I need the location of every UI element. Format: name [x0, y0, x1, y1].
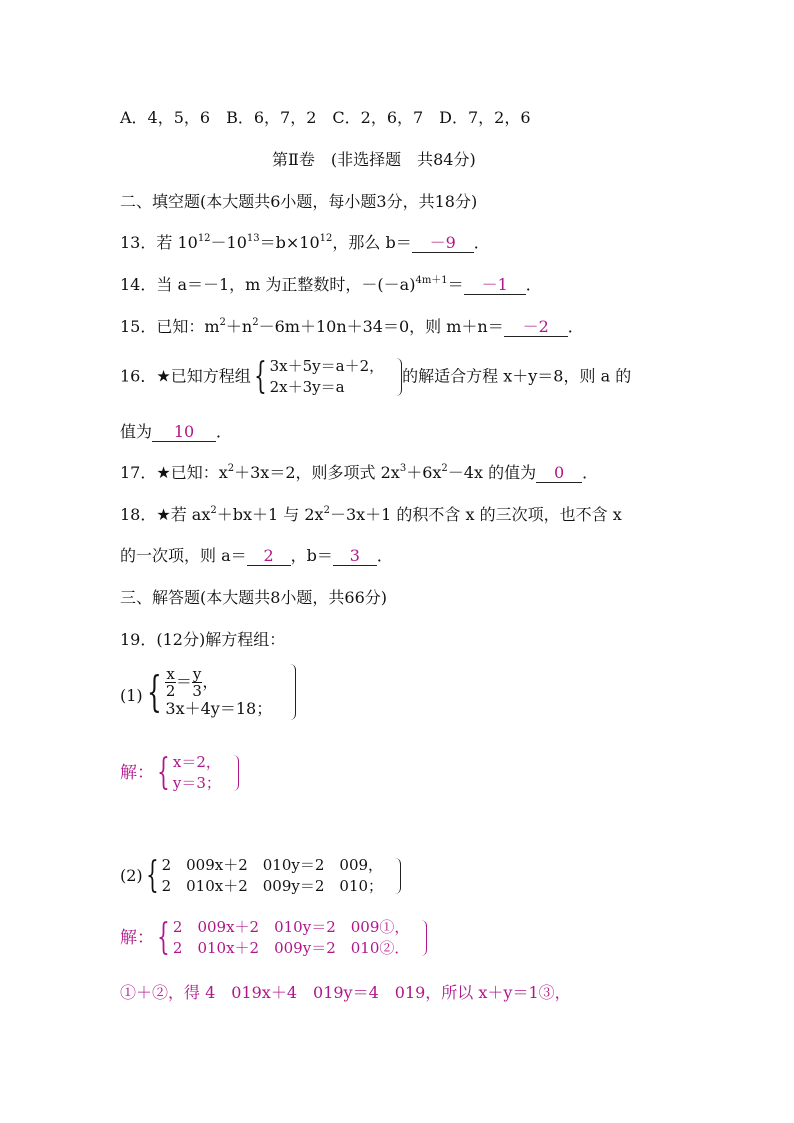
left-brace: { — [146, 667, 162, 716]
fraction: $\frac{x}{2}$ — [165, 664, 176, 700]
right-paren — [421, 920, 427, 956]
solve-heading: 三、解答题(本大题共8小题，共66分) — [120, 588, 388, 607]
star-icon: ★ — [156, 505, 171, 524]
answer-value: －9 — [429, 233, 456, 252]
star-icon: ★ — [156, 463, 171, 482]
answer-value: 2 — [263, 546, 274, 565]
answer-value: －2 — [522, 317, 549, 336]
left-brace: { — [145, 855, 159, 896]
answer-blank — [412, 234, 474, 253]
question-15: 15．已知：$m^2+n^2-6m+10n+34=0$，则 m＋n＝ －2 ． — [120, 317, 584, 336]
question-14: 14．当 a＝－1，m 为正整数时，$-(-a)^{4m+1}= -1$ ． — [120, 275, 542, 294]
answer-blank — [536, 464, 582, 483]
answer-value: 3 — [349, 546, 360, 565]
right-paren — [290, 664, 296, 720]
answer-blank-b — [333, 547, 377, 566]
answer-blank-a — [247, 547, 291, 566]
q19-final-line: ①＋②，得 4 019x＋4 019y＝4 019，所以 x＋y＝1③， — [120, 983, 571, 1002]
q19-solution2: 解： { 2 009x＋2 010y＝2 009①， 2 010x＋2 009y＝2 010②． — [120, 917, 427, 959]
answer-value: 0 — [553, 463, 565, 482]
fill-heading: 二、填空题(本大题共6小题，每小题3分，共18分) — [120, 192, 478, 211]
question-17: 17．★已知：$x^2+3x=2$，则多项式 $2x^3+6x^2-4x$ 的值为 0 ． — [120, 463, 599, 482]
question-16: 16．★已知方程组 { 3x＋5y＝a＋2， 2x＋3y＝a 的解适合方程 x＋y＝8，则 a 的 — [120, 356, 632, 397]
star-icon: ★ — [156, 366, 171, 386]
left-brace: { — [157, 752, 170, 793]
choices-line: A．4，5，6 B．6，7，2 C．2，6，7 D．7，2，6 — [120, 108, 531, 127]
question-18-cont: 的一次项，则 a＝ 2 ，b＝ 3 ． — [120, 546, 393, 565]
answer-blank — [504, 318, 568, 337]
section-title: 第Ⅱ卷 (非选择题 共84分) — [272, 150, 476, 169]
right-paren — [395, 858, 401, 894]
question-16-cont: 值为 10 ． — [120, 422, 233, 441]
question-18: 18．★若 $ax^2+bx+1$ 与 $2x^2-3x+1$ 的积不含 x 的三次项，也不含 x — [120, 505, 622, 524]
answer-value: －1 — [481, 275, 508, 294]
answer-blank — [152, 423, 216, 442]
q19-solution1: 解： { x＝2， y＝3； — [120, 752, 239, 794]
q19-part1: (1) { $\frac{x}{2}$ ＝ $\frac{y}{3}$ ， 3x＋4y＝18； — [120, 664, 296, 720]
right-paren — [233, 755, 239, 791]
answer-blank — [464, 276, 526, 295]
question-19-title: 19．(12分)解方程组： — [120, 630, 286, 649]
left-brace: { — [157, 917, 170, 958]
fraction: $\frac{y}{3}$ — [192, 664, 202, 700]
left-brace: { — [253, 356, 267, 397]
question-13: 13．若 $10^{12}-10^{13}=b\times 10^{12}$，那么 b＝ －9 ． — [120, 233, 490, 252]
equation-system: { 3x＋5y＝a＋2， 2x＋3y＝a — [251, 356, 402, 398]
q19-part2: (2) { 2 009x＋2 010y＝2 009， 2 010x＋2 009y＝2 010； — [120, 855, 401, 897]
answer-value: 10 — [173, 422, 195, 441]
